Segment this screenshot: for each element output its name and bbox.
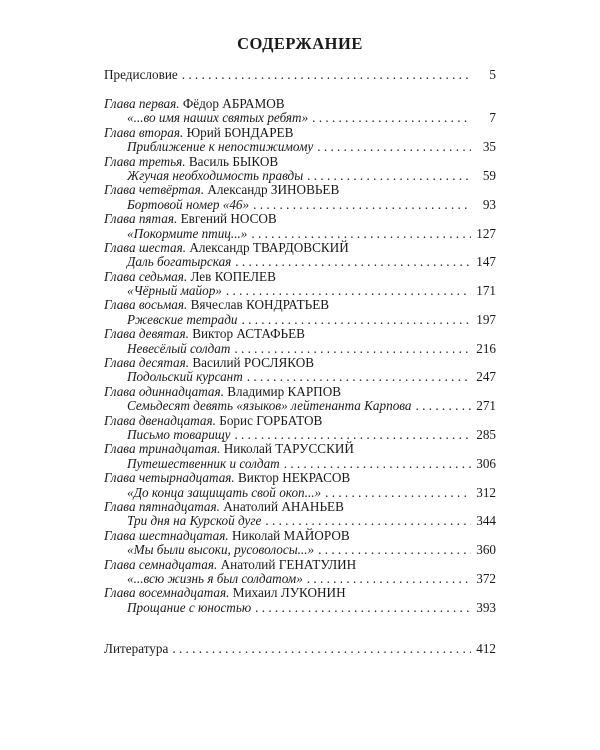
chapter-title: Бортовой номер «46»	[127, 196, 250, 212]
chapter-page-number: 59	[482, 167, 496, 183]
toc-entry-chapter[interactable]	[104, 399, 496, 413]
leader-dots	[284, 457, 471, 471]
chapter-title: «...во имя наших святых ребят»	[127, 110, 309, 126]
chapter-label: Глава пятнадцатая.	[104, 498, 220, 514]
toc-entry-chapter[interactable]	[104, 543, 496, 557]
chapter-heading	[104, 126, 496, 140]
chapter-heading	[104, 558, 496, 572]
chapter-page-number: 360	[476, 542, 496, 558]
author-first-name: Владимир	[227, 383, 285, 399]
chapter-title: Письмо товарищу	[127, 426, 231, 442]
toc-chapter	[104, 155, 496, 184]
chapter-heading	[104, 270, 496, 284]
leader-dots	[307, 572, 471, 586]
chapter-page-number: 285	[476, 426, 496, 442]
toc-entry-chapter[interactable]	[104, 313, 496, 327]
toc-entry-chapter[interactable]	[104, 457, 496, 471]
chapter-heading	[104, 442, 496, 456]
toc-chapter	[104, 270, 496, 299]
author-first-name: Виктор	[238, 470, 279, 486]
toc-entry-chapter[interactable]	[104, 198, 496, 212]
toc-entry-chapter[interactable]	[104, 111, 496, 125]
leader-dots	[318, 543, 471, 557]
chapter-page-number: 127	[476, 225, 496, 241]
toc-preface	[104, 68, 496, 82]
author-first-name: Александр	[207, 182, 268, 198]
toc-entry-bibliography[interactable]	[104, 642, 496, 656]
leader-dots	[307, 169, 471, 183]
chapter-title: Три дня на Курской дуге	[127, 513, 262, 529]
chapter-page-number: 197	[476, 311, 496, 327]
chapter-label: Глава одиннадцатая.	[104, 383, 224, 399]
author-last-name: МАЙОРОВ	[283, 527, 350, 543]
page-title: СОДЕРЖАНИЕ	[237, 34, 363, 53]
leader-dots	[312, 111, 471, 125]
chapter-title: «До конца защищать свой окоп...»	[127, 484, 322, 500]
author-last-name: РОСЛЯКОВ	[243, 355, 315, 371]
toc-chapter	[104, 558, 496, 587]
chapter-page-number: 306	[476, 455, 496, 471]
author-last-name: АНАНЬЕВ	[281, 498, 344, 514]
chapter-page-number: 147	[476, 254, 496, 270]
leader-dots	[317, 140, 471, 154]
chapter-label: Глава десятая.	[104, 355, 190, 371]
author-last-name: ТАРУССКИЙ	[275, 441, 354, 457]
toc-entry-chapter[interactable]	[104, 514, 496, 528]
toc-chapter	[104, 298, 496, 327]
leader-dots	[182, 68, 471, 82]
leader-dots	[255, 601, 471, 615]
author-last-name: КАРПОВ	[287, 383, 342, 399]
chapter-title: Невесёлый солдат	[127, 340, 231, 356]
chapter-label: Глава третья.	[104, 153, 186, 169]
chapter-label: Глава шестая.	[104, 239, 187, 255]
author-last-name: КОПЕЛЕВ	[214, 268, 276, 284]
author-last-name: БЫКОВ	[232, 153, 279, 169]
toc-chapter	[104, 442, 496, 471]
toc-chapter	[104, 356, 496, 385]
leader-dots	[172, 642, 471, 656]
chapter-page-number: 372	[476, 570, 496, 586]
chapter-label: Глава седьмая.	[104, 268, 188, 284]
toc-entry-chapter[interactable]	[104, 255, 496, 269]
chapter-heading	[104, 327, 496, 341]
chapter-page-number: 93	[482, 196, 496, 212]
toc-entry-chapter[interactable]	[104, 342, 496, 356]
chapter-heading	[104, 155, 496, 169]
author-last-name: ЗИНОВЬЕВ	[270, 182, 340, 198]
author-last-name: НОСОВ	[230, 211, 277, 227]
toc-bibliography	[104, 642, 496, 656]
toc-chapter	[104, 183, 496, 212]
leader-dots	[253, 198, 471, 212]
chapter-page-number: 393	[476, 599, 496, 615]
author-last-name: ТВАРДОВСКИЙ	[252, 239, 349, 255]
chapter-label: Глава двенадцатая.	[104, 412, 216, 428]
chapter-label: Глава восемнадцатая.	[104, 585, 230, 601]
chapter-label: Глава первая.	[104, 96, 180, 111]
toc-entry-chapter[interactable]	[104, 572, 496, 586]
chapter-page-number: 35	[482, 139, 496, 155]
chapter-label: Глава пятая.	[104, 211, 178, 227]
chapter-label: Глава тринадцатая.	[104, 441, 221, 457]
author-last-name: ЛУКОНИН	[280, 585, 346, 601]
author-last-name: КОНДРАТЬЕВ	[246, 297, 330, 313]
chapter-label: Глава шестнадцатая.	[104, 527, 229, 543]
toc-chapter	[104, 212, 496, 241]
toc-chapter	[104, 500, 496, 529]
chapter-title: Даль богатырская	[127, 254, 232, 270]
toc-chapter	[104, 126, 496, 155]
chapter-label: Глава восьмая.	[104, 297, 188, 313]
toc-chapter	[104, 471, 496, 500]
author-first-name: Василий	[192, 355, 241, 371]
chapter-heading	[104, 212, 496, 226]
chapter-heading	[104, 471, 496, 485]
chapter-heading	[104, 241, 496, 255]
chapter-heading	[104, 298, 496, 312]
author-first-name: Виктор	[192, 326, 234, 342]
toc-entry-chapter[interactable]	[104, 169, 496, 183]
toc-chapter	[104, 241, 496, 270]
chapter-title: Прощание с юностью	[127, 599, 252, 615]
author-last-name: БОНДАРЕВ	[224, 124, 294, 140]
author-first-name: Евгений	[180, 211, 228, 227]
chapter-title: «Чёрный майор»	[127, 283, 222, 299]
leader-dots	[234, 428, 471, 442]
chapter-heading	[104, 414, 496, 428]
chapter-title: Подольский курсант	[127, 369, 243, 385]
toc-chapter	[104, 385, 496, 414]
toc-entry-chapter[interactable]	[104, 140, 496, 154]
chapter-title: Семьдесят девять «языков» лейтенанта Карпова	[127, 398, 412, 414]
chapter-heading	[104, 500, 496, 514]
toc-entry-chapter[interactable]	[104, 370, 496, 384]
toc-entry-chapter[interactable]	[104, 227, 496, 241]
chapter-title: «Покормите птиц...»	[127, 225, 248, 241]
author-first-name: Лев	[190, 268, 212, 284]
toc-chapter	[104, 586, 496, 615]
chapter-label: Глава четвёртая.	[104, 182, 205, 198]
chapter-page-number: 312	[476, 484, 496, 500]
author-first-name: Анатолий	[223, 498, 279, 514]
author-first-name: Анатолий	[220, 556, 276, 572]
toc-chapters	[104, 97, 496, 615]
bibliography-page: 412	[476, 641, 496, 656]
toc-entry-preface[interactable]	[104, 68, 496, 82]
leader-dots	[251, 227, 471, 241]
author-first-name: Вячеслав	[190, 297, 243, 313]
chapter-page-number: 271	[476, 398, 496, 414]
author-first-name: Борис	[219, 412, 253, 428]
author-first-name: Василь	[188, 153, 230, 169]
preface-label: Предисловие	[104, 67, 178, 82]
chapter-heading	[104, 385, 496, 399]
toc-chapter	[104, 327, 496, 356]
chapter-page-number: 216	[476, 340, 496, 356]
leader-dots	[226, 284, 471, 298]
chapter-heading	[104, 97, 496, 111]
chapter-page-number: 344	[476, 513, 496, 529]
chapter-title: «Мы были высоки, русоволосы...»	[127, 542, 315, 558]
toc-entry-chapter[interactable]	[104, 486, 496, 500]
author-first-name: Фёдор	[182, 96, 219, 111]
chapter-label: Глава семнадцатая.	[104, 556, 218, 572]
chapter-label: Глава четырнадцатая.	[104, 470, 235, 486]
author-first-name: Николай	[232, 527, 281, 543]
author-first-name: Николай	[223, 441, 272, 457]
preface-page: 5	[489, 67, 496, 82]
toc-entry-chapter[interactable]	[104, 284, 496, 298]
leader-dots	[234, 342, 471, 356]
chapter-page-number: 7	[489, 110, 496, 126]
toc-chapter	[104, 414, 496, 443]
author-last-name: АБРАМОВ	[222, 96, 285, 111]
chapter-title: Ржевские тетради	[127, 311, 238, 327]
toc-entry-chapter[interactable]	[104, 601, 496, 615]
author-first-name: Александр	[189, 239, 250, 255]
author-last-name: АСТАФЬЕВ	[236, 326, 305, 342]
chapter-heading	[104, 529, 496, 543]
toc-entry-chapter[interactable]	[104, 428, 496, 442]
toc-chapter	[104, 529, 496, 558]
chapter-page-number: 247	[476, 369, 496, 385]
chapter-label: Глава девятая.	[104, 326, 189, 342]
chapter-heading	[104, 183, 496, 197]
leader-dots	[242, 313, 472, 327]
leader-dots	[235, 255, 471, 269]
chapter-title: Путешественник и солдат	[127, 455, 280, 471]
author-first-name: Михаил	[232, 585, 278, 601]
author-first-name: Юрий	[186, 124, 221, 140]
leader-dots	[325, 486, 471, 500]
leader-dots	[416, 399, 471, 413]
chapter-title: «...всю жизнь я был солдатом»	[127, 570, 303, 586]
author-last-name: ГЕНАТУЛИН	[278, 556, 357, 572]
toc-chapter	[104, 97, 496, 126]
chapter-heading	[104, 356, 496, 370]
chapter-title: Приближение к непостижимому	[127, 139, 314, 155]
author-last-name: ГОРБАТОВ	[256, 412, 323, 428]
chapter-page-number: 171	[476, 283, 496, 299]
leader-dots	[247, 370, 471, 384]
chapter-heading	[104, 586, 496, 600]
leader-dots	[265, 514, 471, 528]
chapter-label: Глава вторая.	[104, 124, 184, 140]
author-last-name: НЕКРАСОВ	[282, 470, 351, 486]
bibliography-label: Литература	[104, 641, 169, 656]
chapter-title: Жгучая необходимость правды	[127, 167, 304, 183]
